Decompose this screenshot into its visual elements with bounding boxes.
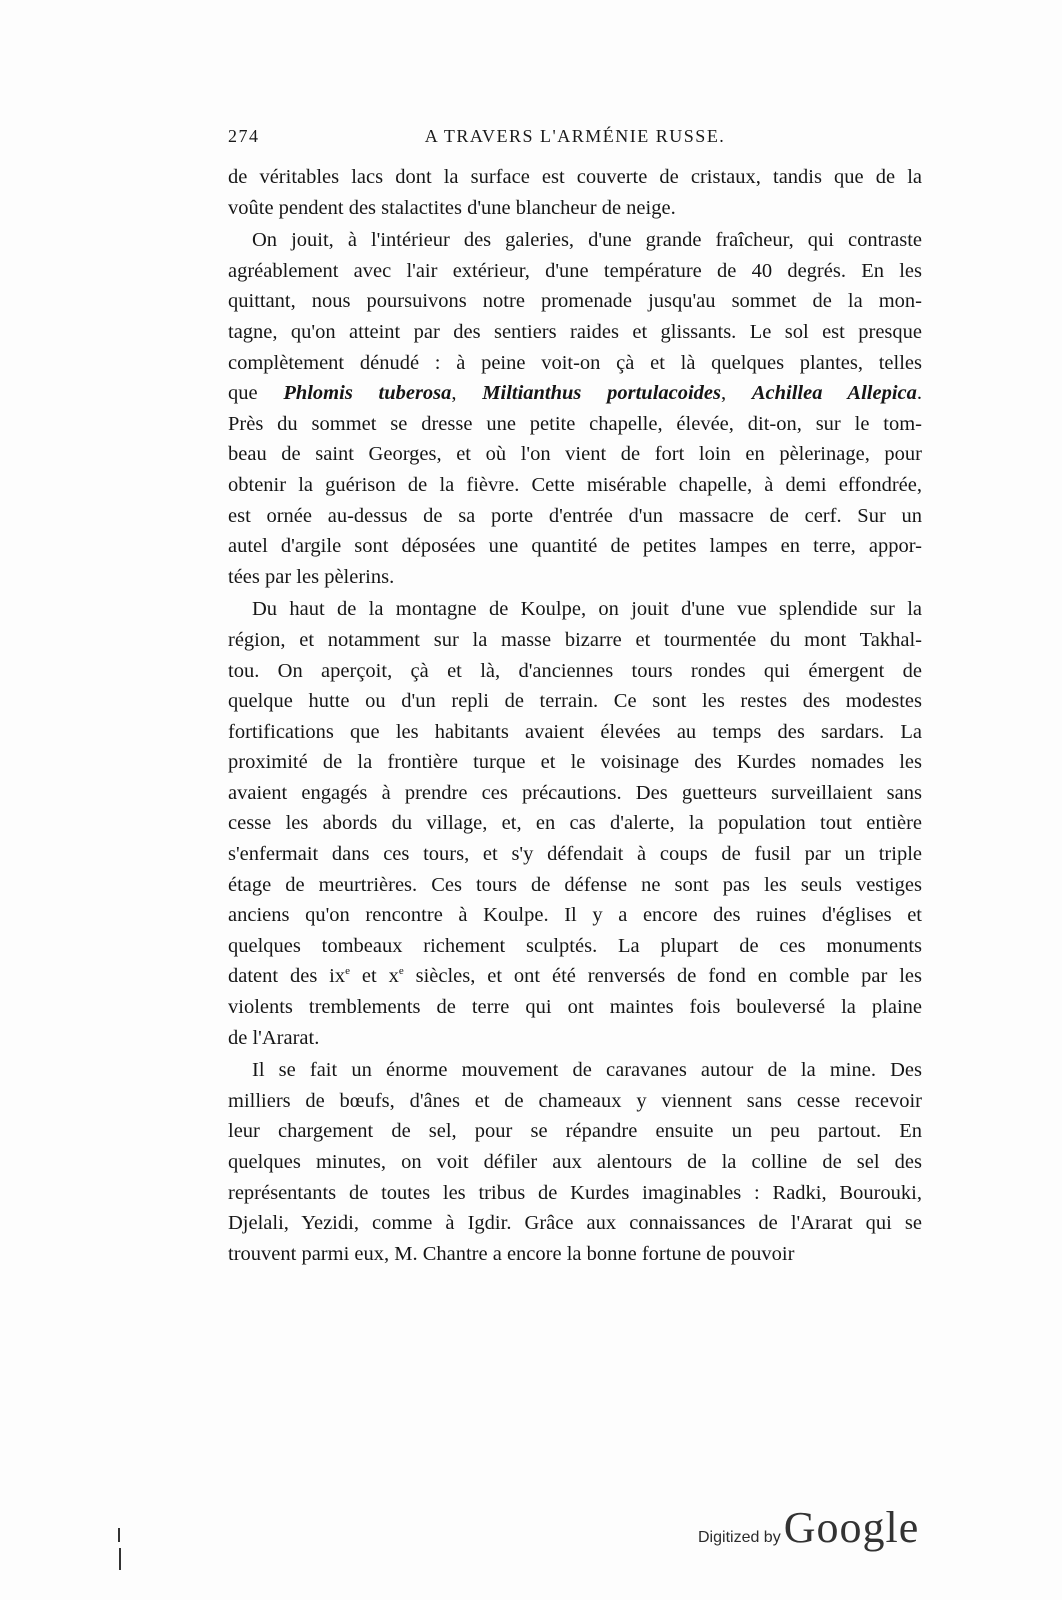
text-line: anciens qu'on rencontre à Koulpe. Il y a encore des ruines d'églises et: [228, 904, 922, 927]
text-line: proximité de la frontière turque et le voisinage des Kurdes nomades les: [228, 751, 922, 774]
text-line: de l'Ararat.: [228, 1026, 320, 1049]
text-line: tagne, qu'on atteint par des sentiers raides et glissants. Le sol est presque: [228, 320, 922, 343]
text-line: Djelali, Yezidi, comme à Igdir. Grâce aux connaissances de l'Ararat qui se: [228, 1212, 922, 1235]
running-head: [228, 126, 922, 154]
text-line: violents tremblements de terre qui ont maintes fois bouleversé la plaine: [228, 996, 922, 1019]
species-name: Achillea Allepica: [751, 382, 917, 405]
species-name: Phlomis tuberosa: [283, 382, 452, 405]
text-line: de véritables lacs dont la surface est couverte de cristaux, tandis que de la: [228, 166, 922, 188]
paragraph: [228, 225, 922, 592]
text-line-species: que Phlomis tuberosa, Miltianthus portulacoides, Achillea Allepica.: [228, 382, 922, 405]
text-line: quelques tombeaux richement sculptés. La plupart de ces monuments: [228, 934, 922, 957]
text-line: voûte pendent des stalactites d'une blancheur de neige.: [228, 196, 676, 219]
paragraph: [228, 594, 922, 1053]
text-line: milliers de bœufs, d'ânes et de chameaux y viennent sans cesse recevoir: [228, 1089, 922, 1112]
text-line: Il se fait un énorme mouvement de caravanes autour de la mine. Des: [252, 1059, 922, 1082]
watermark-small-text: Digitized by: [698, 1529, 781, 1546]
text-line: autel d'argile sont déposées une quantité de petites lampes en terre, appor-: [228, 535, 922, 558]
text-line: leur chargement de sel, pour se répandre ensuite un peu partout. En: [228, 1120, 922, 1143]
page-number: 274: [228, 126, 260, 146]
text-line: datent des $ix^e$ et $x^e$ siècles, et ont été renversés de fond en comble par les: [228, 965, 922, 988]
text-line: s'enfermait dans ces tours, et s'y défendait à coups de fusil par un triple: [228, 843, 922, 866]
text-line: Près du sommet se dresse une petite chapelle, élevée, dit-on, sur le tom-: [228, 412, 922, 435]
text-line: tou. On aperçoit, çà et là, d'anciennes tours rondes qui émergent de: [228, 659, 922, 682]
google-logo: Google: [783, 1503, 920, 1552]
digitized-by-google-watermark: [698, 1502, 919, 1553]
text-line: complètement dénudé : à peine voit-on çà et là quelques plantes, telles: [228, 351, 922, 374]
text-line: quelque hutte ou d'un repli de terrain. Ce sont les restes des modestes: [228, 690, 922, 713]
text-line: On jouit, à l'intérieur des galeries, d'une grande fraîcheur, qui contraste: [252, 229, 922, 252]
text-line: quelques minutes, on voit défiler aux alentours de la colline de sel des: [228, 1151, 922, 1173]
scan-mark: [119, 1548, 121, 1570]
body-text: [228, 162, 922, 1271]
running-title: A TRAVERS L'ARMÉNIE RUSSE.: [424, 126, 726, 146]
paragraph: [228, 162, 922, 223]
species-name: Miltianthus portulacoides: [482, 382, 722, 405]
paragraph: [228, 1055, 922, 1269]
text-line: est ornée au-dessus de sa porte d'entrée d'un massacre de cerf. Sur un: [228, 504, 922, 527]
text-line: fortifications que les habitants avaient élevées au temps des sardars. La: [228, 720, 922, 743]
text-line: beau de saint Georges, et où l'on vient de fort loin en pèlerinage, pour: [228, 443, 922, 466]
scan-mark: [118, 1528, 120, 1542]
text-line: tées par les pèlerins.: [228, 565, 395, 588]
text-line: Du haut de la montagne de Koulpe, on jouit d'une vue splendide sur la: [252, 598, 922, 621]
text-line: avaient engagés à prendre ces précautions. Des guetteurs surveillaient sans: [228, 781, 922, 804]
text-line: étage de meurtrières. Ces tours de défense ne sont pas les seuls vestiges: [228, 873, 922, 896]
text-line: quittant, nous poursuivons notre promenade jusqu'au sommet de la mon-: [228, 290, 922, 313]
text-line: trouvent parmi eux, M. Chantre a encore la bonne fortune de pouvoir: [228, 1242, 795, 1265]
text-line: cesse les abords du village, et, en cas d'alerte, la population tout entière: [228, 812, 922, 835]
text-line: région, et notamment sur la masse bizarre et tourmentée du mont Takhal-: [228, 628, 922, 651]
text-line: représentants de toutes les tribus de Kurdes imaginables : Radki, Bourouki,: [228, 1181, 922, 1204]
text-line: agréablement avec l'air extérieur, d'une température de 40 degrés. En les: [228, 259, 922, 282]
text-line: obtenir la guérison de la fièvre. Cette misérable chapelle, à demi effondrée,: [228, 473, 922, 496]
